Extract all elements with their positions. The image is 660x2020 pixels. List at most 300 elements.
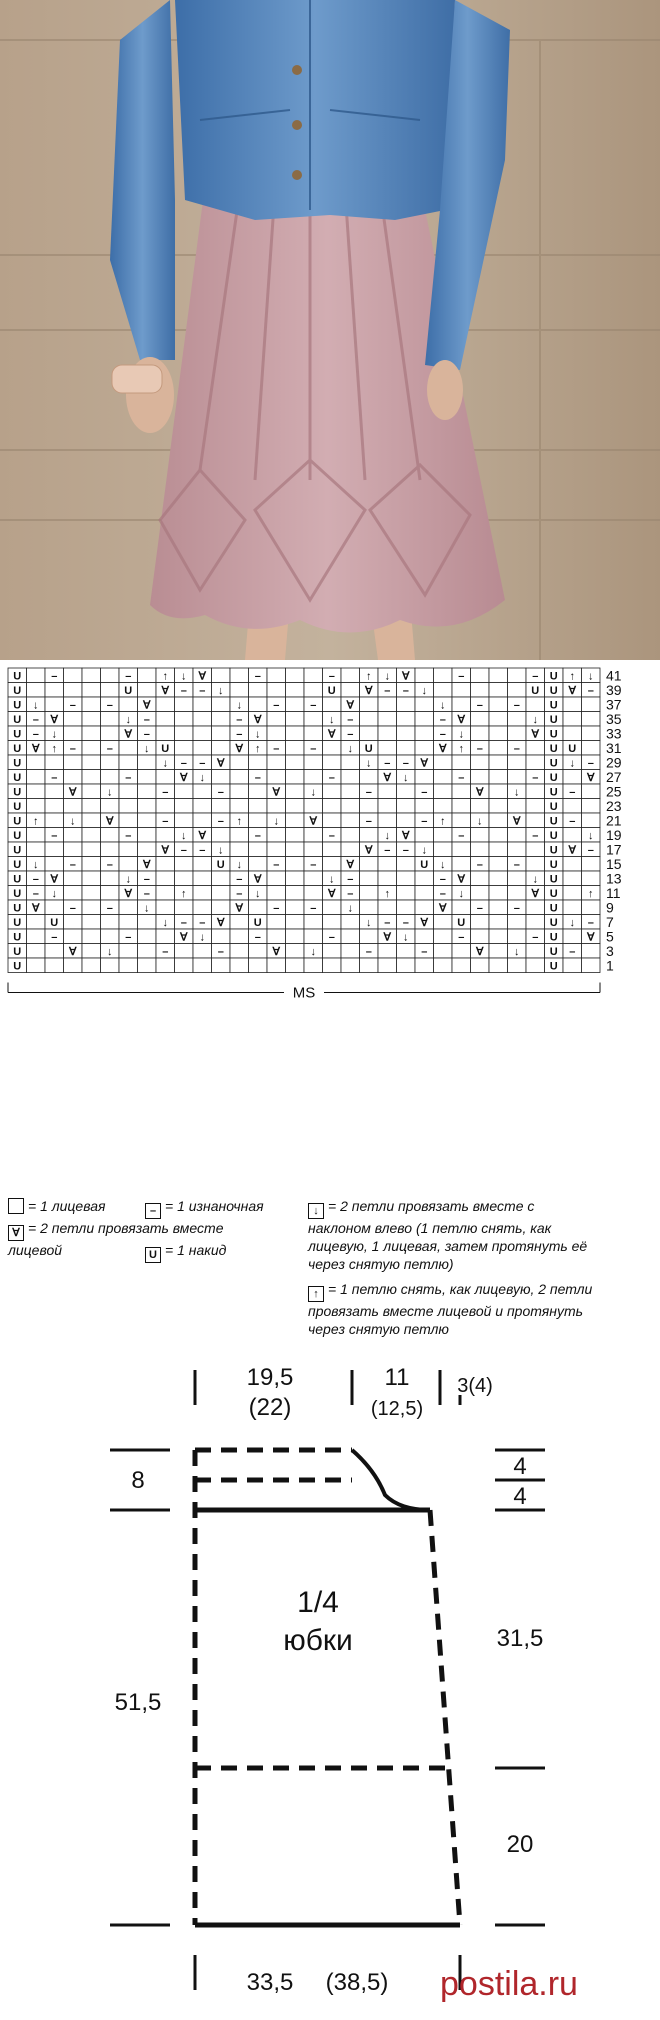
- chart-cell: [286, 828, 305, 843]
- chart-cell: [82, 958, 101, 973]
- chart-symbol: ∀: [31, 743, 40, 755]
- chart-symbol: ∀: [31, 902, 40, 915]
- chart-symbol: U: [13, 917, 22, 929]
- chart-cell: [452, 900, 471, 915]
- chart-cell: [82, 915, 101, 930]
- chart-cell: [452, 813, 471, 828]
- chart-symbol: –: [51, 772, 58, 784]
- chart-cell: [341, 958, 360, 973]
- chart-symbol: –: [125, 931, 132, 944]
- chart-symbol: ↑: [588, 888, 594, 900]
- chart-cell: [582, 871, 601, 886]
- chart-cell: [286, 900, 305, 915]
- chart-cell: [489, 886, 508, 901]
- chart-cell: [267, 958, 286, 973]
- chart-cell: [249, 755, 268, 770]
- chart-symbol: U: [13, 902, 22, 915]
- chart-cell: [563, 871, 582, 886]
- chart-cell: [286, 958, 305, 973]
- chart-symbol: U: [549, 830, 558, 842]
- chart-cell: [82, 755, 101, 770]
- chart-symbol: ∀: [568, 844, 577, 857]
- chart-symbol: –: [421, 815, 428, 828]
- chart-cell: [526, 900, 545, 915]
- chart-symbol: –: [32, 873, 39, 886]
- chart-symbol: ∀: [124, 888, 133, 900]
- chart-cell: [304, 683, 323, 698]
- chart-cell: [489, 958, 508, 973]
- chart-cell: [230, 683, 249, 698]
- chart-cell: [82, 813, 101, 828]
- chart-cell: [138, 799, 157, 814]
- chart-symbol: ↑: [162, 670, 168, 683]
- chart-cell: [397, 886, 416, 901]
- chart-cell: [212, 958, 231, 973]
- schematic-title-line2: юбки: [283, 1624, 353, 1657]
- row-number: 21: [606, 812, 622, 829]
- chart-cell: [471, 799, 490, 814]
- chart-symbol: ↑: [33, 815, 39, 828]
- chart-cell: [45, 900, 64, 915]
- chart-cell: [27, 799, 46, 814]
- chart-symbol: –: [254, 772, 261, 784]
- chart-symbol: U: [549, 714, 558, 726]
- chart-cell: [360, 929, 379, 944]
- chart-cell: [508, 668, 527, 683]
- chart-cell: [175, 900, 194, 915]
- chart-symbol: –: [143, 873, 150, 886]
- legend-skp: [308, 1197, 598, 1273]
- yoke-width-alt-label: (12,5): [370, 1398, 424, 1420]
- chart-cell: [230, 668, 249, 683]
- chart-symbol: ↑: [569, 670, 575, 683]
- chart-cell: [582, 726, 601, 741]
- chart-symbol: ↑: [255, 743, 261, 755]
- chart-cell: [341, 784, 360, 799]
- chart-cell: [175, 726, 194, 741]
- chart-cell: [101, 755, 120, 770]
- chart-cell: [64, 726, 83, 741]
- chart-cell: [415, 828, 434, 843]
- chart-symbol: –: [513, 902, 520, 915]
- row-number: 19: [606, 827, 622, 843]
- chart-cell: [582, 857, 601, 872]
- chart-symbol: –: [402, 685, 409, 697]
- chart-symbol: ↓: [107, 946, 113, 958]
- chart-cell: [360, 828, 379, 843]
- chart-cell: [452, 683, 471, 698]
- chart-symbol: –: [180, 757, 187, 770]
- chart-symbol: U: [13, 830, 22, 842]
- chart-cell: [156, 900, 175, 915]
- chart-symbol: U: [549, 728, 558, 741]
- chart-cell: [175, 784, 194, 799]
- chart-cell: [526, 944, 545, 959]
- chart-symbol: U: [549, 699, 558, 712]
- chart-cell: [397, 784, 416, 799]
- chart-cell: [323, 755, 342, 770]
- chart-symbol: ∀: [364, 685, 373, 697]
- legend-knit-text: = 1 лицевая: [28, 1198, 106, 1214]
- chart-cell: [452, 799, 471, 814]
- chart-cell: [397, 857, 416, 872]
- chart-symbol: –: [236, 888, 243, 900]
- chart-cell: [508, 726, 527, 741]
- chart-cell: [471, 712, 490, 727]
- chart-cell: [286, 886, 305, 901]
- chart-symbol: ↑: [458, 743, 464, 755]
- chart-symbol: ∀: [438, 902, 447, 915]
- chart-symbol: –: [273, 902, 280, 915]
- chart-cell: [212, 799, 231, 814]
- chart-cell: [286, 871, 305, 886]
- row-number: 33: [606, 725, 622, 742]
- chart-cell: [526, 784, 545, 799]
- chart-symbol: –: [69, 699, 76, 712]
- skirt-schematic: [0, 1350, 660, 2020]
- chart-symbol: U: [13, 960, 22, 973]
- chart-symbol: ∀: [383, 772, 392, 784]
- chart-symbol: –: [69, 902, 76, 915]
- chart-cell: [138, 842, 157, 857]
- chart-symbol: –: [384, 844, 391, 857]
- chart-cell: [119, 799, 138, 814]
- chart-symbol: –: [106, 699, 113, 712]
- chart-cell: [434, 944, 453, 959]
- chart-cell: [27, 683, 46, 698]
- chart-cell: [82, 770, 101, 785]
- chart-symbol: ∀: [475, 786, 484, 799]
- chart-symbol: ∀: [457, 714, 466, 726]
- chart-cell: [286, 770, 305, 785]
- chart-cell: [82, 799, 101, 814]
- chart-cell: [452, 944, 471, 959]
- chart-cell: [323, 915, 342, 930]
- chart-cell: [82, 886, 101, 901]
- chart-symbol: ∀: [531, 728, 540, 741]
- chart-cell: [489, 799, 508, 814]
- chart-symbol: U: [549, 917, 558, 929]
- chart-cell: [45, 755, 64, 770]
- chart-symbol: U: [549, 960, 558, 973]
- chart-cell: [489, 842, 508, 857]
- chart-cell: [471, 958, 490, 973]
- chart-symbol: ↓: [218, 685, 224, 697]
- row-number: 15: [606, 856, 622, 872]
- chart-symbol: –: [51, 931, 58, 944]
- chart-symbol: –: [217, 786, 224, 799]
- chart-cell: [249, 842, 268, 857]
- chart-cell: [415, 712, 434, 727]
- chart-symbol: ↑: [440, 815, 446, 828]
- total-height-label: 51,5: [114, 1689, 162, 1716]
- chart-cell: [286, 755, 305, 770]
- chart-symbol: ↓: [347, 743, 353, 755]
- chart-cell: [64, 683, 83, 698]
- chart-cell: [304, 871, 323, 886]
- chart-cell: [323, 958, 342, 973]
- chart-cell: [286, 944, 305, 959]
- chart-symbol: ∀: [68, 786, 77, 799]
- chart-symbol: –: [458, 931, 465, 944]
- chart-symbol: U: [216, 859, 225, 871]
- chart-symbol: U: [50, 917, 59, 929]
- chart-cell: [230, 944, 249, 959]
- chart-cell: [471, 871, 490, 886]
- chart-cell: [489, 915, 508, 930]
- chart-cell: [582, 741, 601, 756]
- chart-cell: [156, 697, 175, 712]
- chart-cell: [82, 683, 101, 698]
- chart-cell: [434, 915, 453, 930]
- chart-cell: [175, 944, 194, 959]
- chart-cell: [397, 813, 416, 828]
- chart-cell: [193, 871, 212, 886]
- chart-cell: [119, 857, 138, 872]
- chart-cell: [230, 799, 249, 814]
- chart-cell: [526, 915, 545, 930]
- chart-cell: [323, 842, 342, 857]
- chart-cell: [341, 755, 360, 770]
- chart-symbol: –: [217, 946, 224, 958]
- yoke-width-label: 11: [384, 1364, 410, 1391]
- chart-cell: [360, 770, 379, 785]
- chart-symbol: –: [587, 685, 594, 697]
- chart-symbol: ↓: [347, 902, 353, 915]
- chart-cell: [45, 813, 64, 828]
- chart-cell: [434, 683, 453, 698]
- chart-cell: [175, 799, 194, 814]
- chart-cell: [249, 958, 268, 973]
- chart-cell: [341, 828, 360, 843]
- chart-cell: [434, 929, 453, 944]
- chart-symbol: ↓: [421, 844, 427, 857]
- chart-symbol: –: [106, 902, 113, 915]
- chart-cell: [582, 697, 601, 712]
- chart-cell: [526, 842, 545, 857]
- chart-symbol: –: [365, 786, 372, 799]
- chart-cell: [101, 770, 120, 785]
- chart-symbol: –: [347, 873, 354, 886]
- chart-symbol: ∀: [105, 815, 114, 828]
- chart-symbol: –: [69, 743, 76, 755]
- chart-cell: [582, 944, 601, 959]
- chart-cell: [175, 697, 194, 712]
- chart-symbol: ∀: [198, 830, 207, 842]
- chart-cell: [101, 799, 120, 814]
- chart-symbol: –: [180, 844, 187, 857]
- chart-cell: [434, 784, 453, 799]
- chart-cell: [489, 857, 508, 872]
- chart-cell: [82, 900, 101, 915]
- chart-cell: [82, 726, 101, 741]
- chart-cell: [175, 741, 194, 756]
- chart-cell: [286, 712, 305, 727]
- chart-cell: [45, 958, 64, 973]
- chart-cell: [508, 929, 527, 944]
- chart-cell: [286, 857, 305, 872]
- chart-cell: [101, 683, 120, 698]
- chart-cell: [175, 813, 194, 828]
- chart-cell: [378, 712, 397, 727]
- top-width-label: 19,5: [246, 1364, 294, 1391]
- chart-symbol: –: [310, 902, 317, 915]
- chart-cell: [82, 697, 101, 712]
- chart-symbol: U: [13, 844, 22, 857]
- chart-symbol: U: [13, 873, 22, 886]
- chart-cell: [415, 886, 434, 901]
- watermark: postila.ru: [440, 1965, 578, 2003]
- chart-cell: [193, 697, 212, 712]
- chart-symbol: –: [273, 859, 280, 871]
- chart-cell: [64, 712, 83, 727]
- chart-cell: [101, 668, 120, 683]
- chart-cell: [434, 668, 453, 683]
- chart-cell: [82, 871, 101, 886]
- chart-cell: [471, 842, 490, 857]
- chart-symbol: –: [476, 743, 483, 755]
- chart-symbol: U: [549, 873, 558, 886]
- chart-cell: [64, 929, 83, 944]
- chart-symbol: ∀: [401, 830, 410, 842]
- chart-symbol: –: [328, 670, 335, 683]
- chart-cell: [323, 741, 342, 756]
- chart-symbol: –: [347, 728, 354, 741]
- chart-cell: [249, 799, 268, 814]
- chart-cell: [249, 900, 268, 915]
- chart-cell: [267, 799, 286, 814]
- chart-cell: [230, 828, 249, 843]
- chart-cell: [415, 799, 434, 814]
- chart-cell: [415, 770, 434, 785]
- chart-cell: [156, 886, 175, 901]
- chart-symbol: ↓: [477, 815, 483, 828]
- chart-symbol: U: [13, 685, 22, 697]
- chart-cell: [27, 842, 46, 857]
- chart-symbol: –: [402, 844, 409, 857]
- chart-symbol: –: [199, 844, 206, 857]
- chart-cell: [119, 697, 138, 712]
- chart-symbol: ↓: [366, 917, 372, 929]
- chart-cell: [563, 712, 582, 727]
- chart-cell: [341, 668, 360, 683]
- chart-cell: [286, 741, 305, 756]
- chart-cell: [193, 784, 212, 799]
- chart-cell: [452, 958, 471, 973]
- chart-symbol: ∀: [253, 714, 262, 726]
- chart-cell: [434, 828, 453, 843]
- chart-symbol: ↓: [310, 786, 316, 799]
- chart-cell: [82, 668, 101, 683]
- chart-symbol: U: [457, 917, 466, 929]
- chart-symbol: ∀: [272, 786, 281, 799]
- chart-cell: [64, 958, 83, 973]
- chart-cell: [526, 857, 545, 872]
- chart-cell: [119, 915, 138, 930]
- chart-symbol: ↓: [107, 786, 113, 799]
- chart-cell: [563, 697, 582, 712]
- chart-cell: [508, 958, 527, 973]
- chart-cell: [323, 900, 342, 915]
- chart-cell: [286, 929, 305, 944]
- row-number: 5: [606, 928, 614, 945]
- row-number: 37: [606, 696, 622, 713]
- chart-cell: [193, 741, 212, 756]
- chart-symbol: ↓: [181, 830, 187, 842]
- chart-symbol: ↓: [236, 699, 242, 712]
- chart-cell: [156, 958, 175, 973]
- chart-cell: [82, 857, 101, 872]
- chart-cell: [82, 944, 101, 959]
- chart-symbol: U: [549, 685, 558, 697]
- chart-cell: [45, 683, 64, 698]
- chart-cell: [304, 915, 323, 930]
- chart-cell: [434, 770, 453, 785]
- chart-symbol: ↓: [273, 815, 279, 828]
- chart-cell: [415, 697, 434, 712]
- chart-symbol: ↓: [162, 757, 168, 770]
- chart-cell: [230, 755, 249, 770]
- chart-cell: [489, 944, 508, 959]
- chart-symbol: ∀: [383, 931, 392, 944]
- chart-cell: [175, 857, 194, 872]
- row-number: 27: [606, 769, 622, 785]
- chart-cell: [193, 944, 212, 959]
- chart-symbol: –: [569, 786, 576, 799]
- chart-symbol: –: [217, 815, 224, 828]
- chart-cell: [27, 828, 46, 843]
- chart-cell: [471, 668, 490, 683]
- chart-symbol: ↑: [366, 670, 372, 683]
- chart-symbol: ∀: [512, 815, 521, 828]
- chart-cell: [156, 871, 175, 886]
- chart-symbol: ∀: [235, 902, 244, 915]
- chart-cell: [489, 813, 508, 828]
- chart-cell: [452, 784, 471, 799]
- chart-cell: [471, 770, 490, 785]
- chart-cell: [138, 929, 157, 944]
- chart-symbol: ∀: [327, 888, 336, 900]
- chart-cell: [101, 886, 120, 901]
- row-number: 29: [606, 754, 622, 771]
- chart-symbol: U: [253, 917, 262, 929]
- chart-cell: [45, 944, 64, 959]
- chart-cell: [452, 697, 471, 712]
- chart-cell: [378, 900, 397, 915]
- chart-symbol: ↓: [403, 931, 409, 944]
- chart-symbol: U: [13, 714, 22, 726]
- chart-cell: [119, 813, 138, 828]
- chart-cell: [563, 929, 582, 944]
- chart-cell: [526, 697, 545, 712]
- chart-cell: [27, 958, 46, 973]
- chart-cell: [341, 929, 360, 944]
- legend-yo-text: = 1 накид: [165, 1242, 227, 1258]
- chart-symbol: –: [106, 743, 113, 755]
- chart-symbol: –: [384, 757, 391, 770]
- chart-symbol: –: [32, 714, 39, 726]
- chart-cell: [471, 755, 490, 770]
- chart-cell: [415, 958, 434, 973]
- chart-symbol: –: [365, 815, 372, 828]
- chart-cell: [138, 755, 157, 770]
- chart-symbol: U: [13, 888, 22, 900]
- chart-cell: [563, 770, 582, 785]
- chart-cell: [45, 799, 64, 814]
- chart-cell: [267, 726, 286, 741]
- chart-symbol: –: [384, 685, 391, 697]
- chart-cell: [230, 915, 249, 930]
